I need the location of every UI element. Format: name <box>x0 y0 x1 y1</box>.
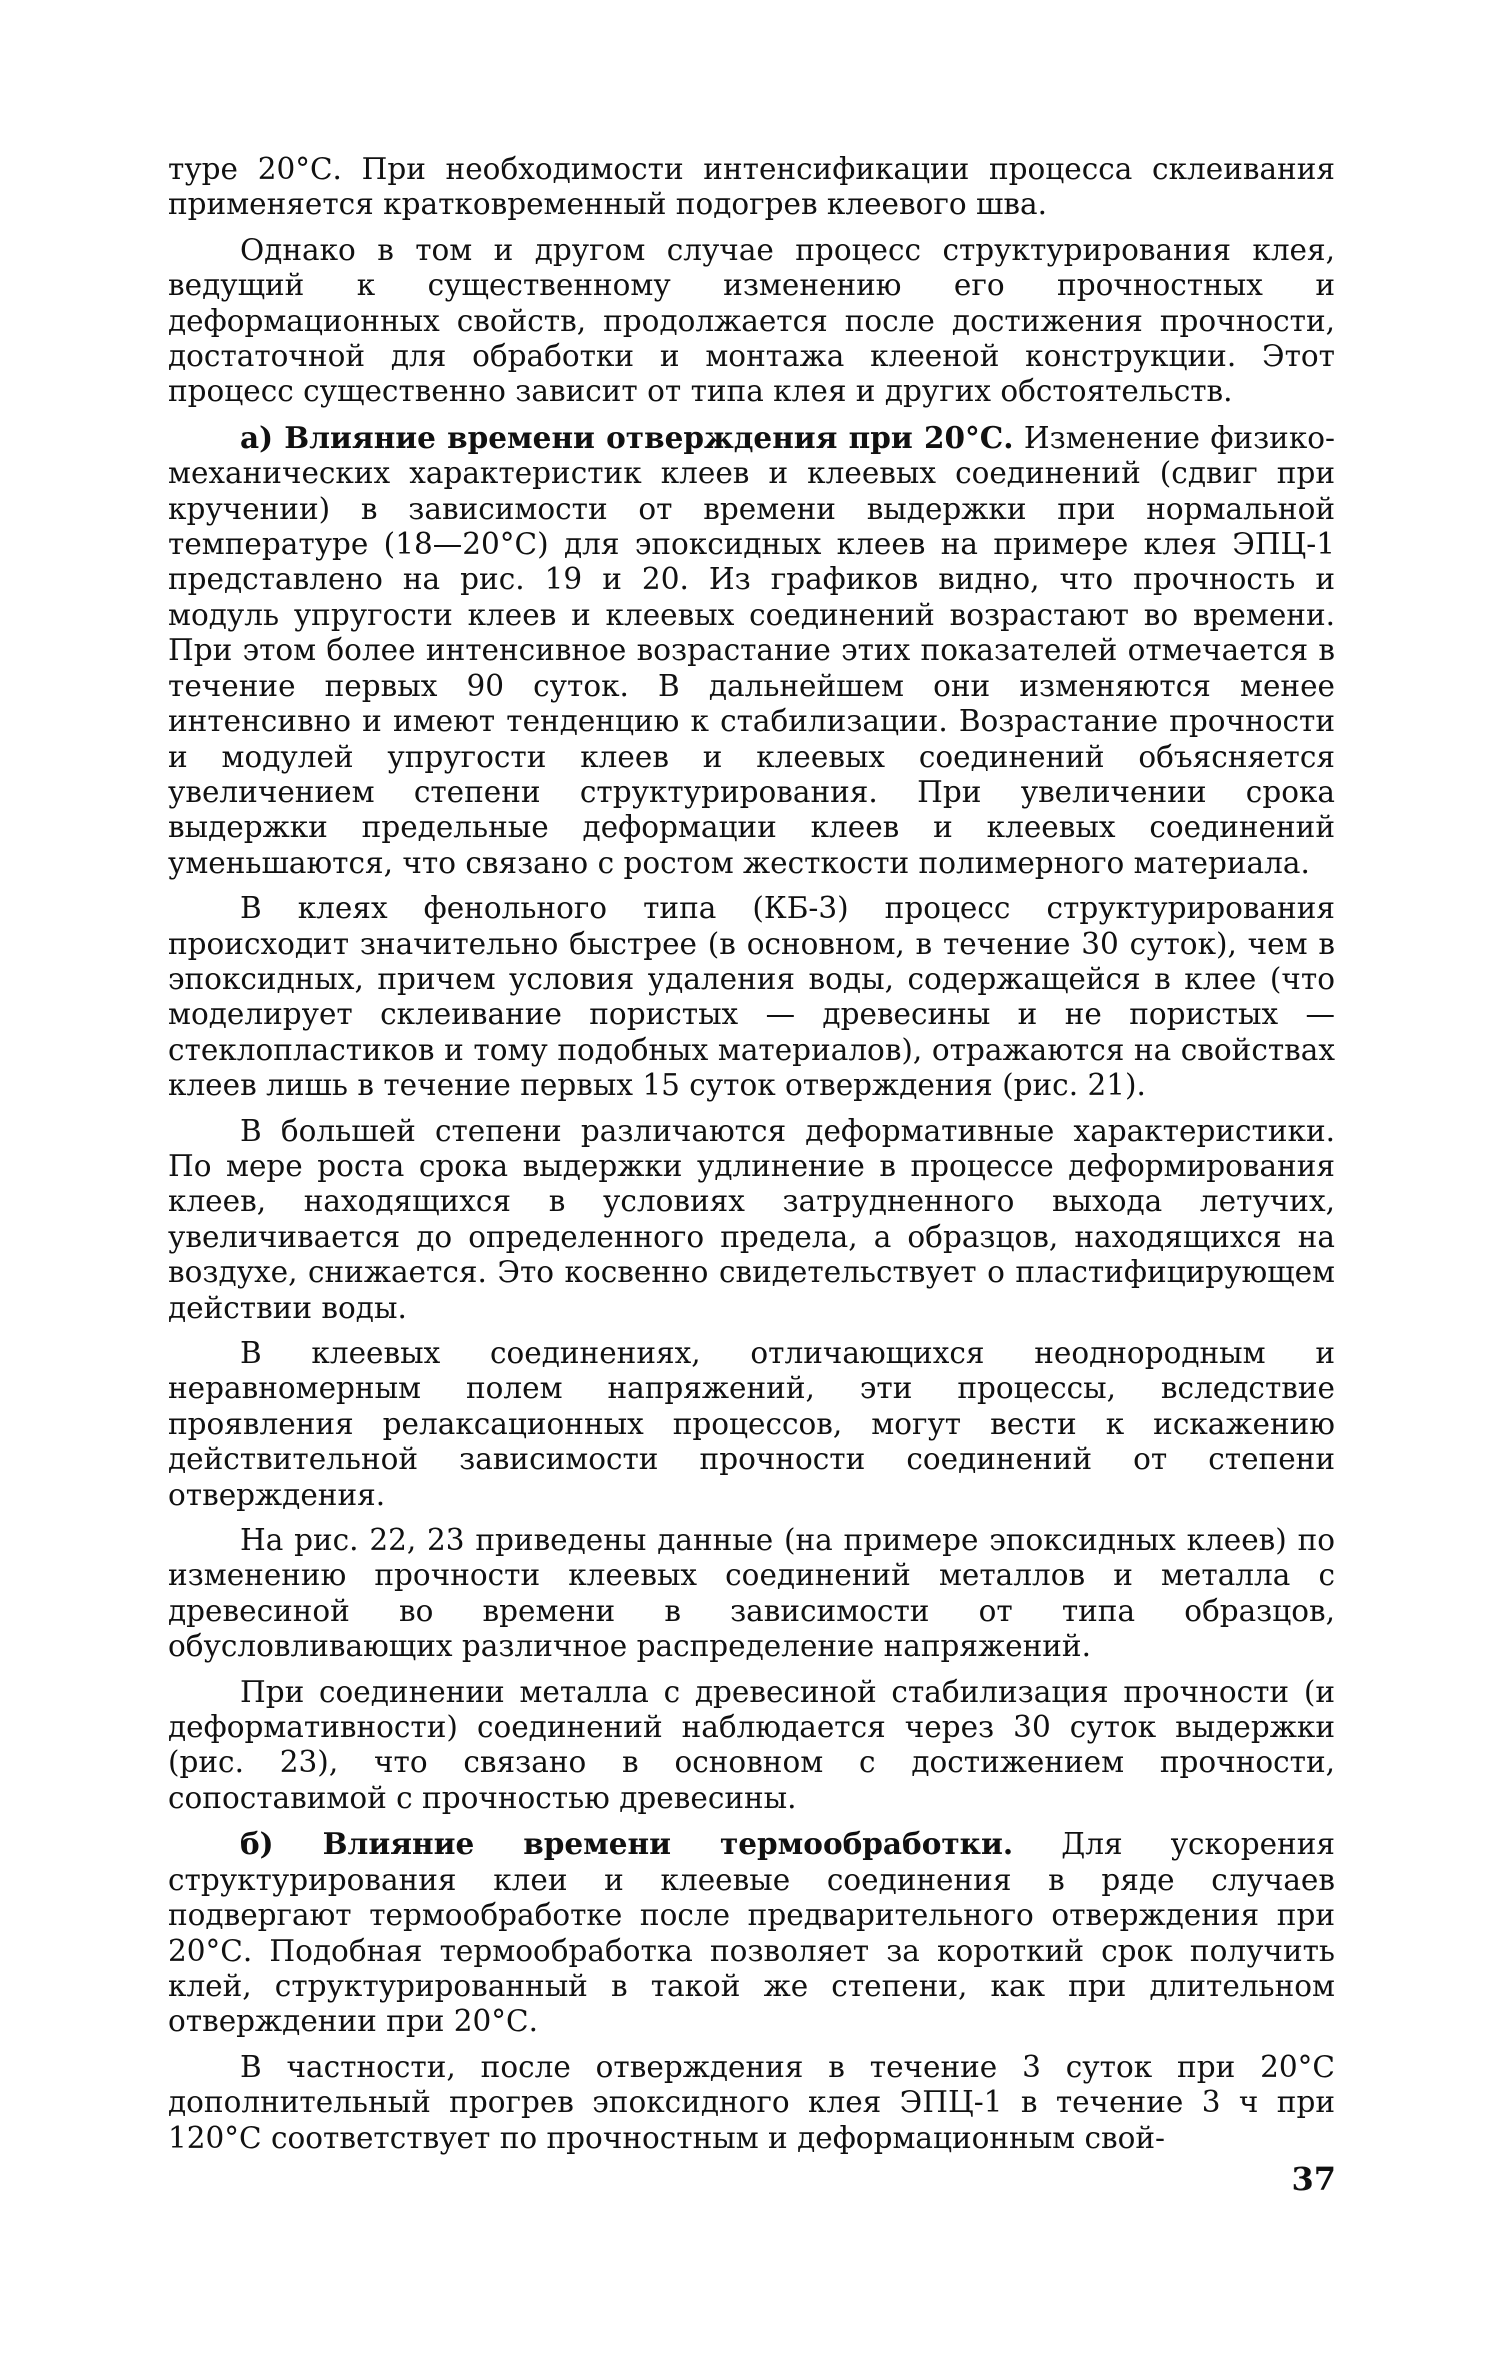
paragraph-1: туре 20°С. При необходимости интенсификации процесса склеивания применяется кратковременный подогрев клеевого шва. <box>168 152 1335 222</box>
paragraph-8: При соединении металла с древесиной стабилизация прочности (и деформативности) соединений наблюдается через 30 суток выдержки (рис. 23), что связано в основном с достижением прочности, сопоставимой с прочностью древесины. <box>168 1674 1335 1815</box>
paragraph-7: На рис. 22, 23 приведены данные (на примере эпоксидных клеев) по изменению прочности клеевых соединений металлов и металла с древесиной во времени в зависимости от типа образцов, обусловливающих различное распределение напряжений. <box>168 1523 1335 1664</box>
body-text <box>168 152 1335 2156</box>
paragraph-2: Однако в том и другом случае процесс структурирования клея, ведущий к существенному изменению его прочностных и деформационных свойств, продолжается после достижения прочности, достаточной для обработки и монтажа клееной конструкции. Этот процесс существенно зависит от типа клея и других обстоятельств. <box>168 232 1335 409</box>
paragraph-5: В большей степени различаются деформативные характеристики. По мере роста срока выдержки удлинение в процессе деформирования клеев, находящихся в условиях затрудненного выхода летучих, увеличивается до определенного предела, а образцов, находящихся на воздухе, снижается. Это косвенно свидетельствует о пластифицирующем действии воды. <box>168 1113 1335 1325</box>
paragraph-6: В клеевых соединениях, отличающихся неоднородным и неравномерным полем напряжений, эти процессы, вследствие проявления релаксационных процессов, могут вести к искажению действительной зависимости прочности соединений от степени отверждения. <box>168 1336 1335 1512</box>
paragraph-4: В клеях фенольного типа (КБ-3) процесс структурирования происходит значительно быстрее (в основном, в течение 30 суток), чем в эпоксидных, причем условия удаления воды, содержащейся в клее (что моделирует склеивание пористых — древесины и не пористых — стеклопластиков и тому подобных материалов), отражаются на свойствах клеев лишь в течение первых 15 суток отверждения (рис. 21). <box>168 891 1335 1103</box>
paragraph-3-section-a: а) Влияние времени отверждения при 20°С. Изменение физико-механических характеристик клеев и клеевых соединений (сдвиг при кручении) в зависимости от времени выдержки при нормальной температуре (18—20°С) для эпоксидных клеев на примере клея ЭПЦ-1 представлено на рис. 19 и 20. Из графиков видно, что прочность и модуль упругости клеев и клеевых соединений возрастают во времени. При этом более интенсивное возрастание этих показателей отмечается в течение первых 90 суток. В дальнейшем они изменяются менее интенсивно и имеют тенденцию к стабилизации. Возрастание прочности и модулей упругости клеев и клеевых соединений объясняется увеличением степени структурирования. При увеличении срока выдержки предельные деформации клеев и клеевых соединений уменьшаются, что связано с ростом жесткости полимерного материала. <box>168 419 1336 880</box>
paragraph-10: В частности, после отверждения в течение 3 суток при 20°С дополнительный прогрев эпоксидного клея ЭПЦ-1 в течение 3 ч при 120°С соответствует по прочностным и деформационным свой- <box>168 2049 1335 2155</box>
paragraph-9-section-b: б) Влияние времени термообработки. Для ускорения структурирования клеи и клеевые соединения в ряде случаев подвергают термообработке после предварительного отверждения при 20°С. Подобная термообработка позволяет за короткий срок получить клей, структурированный в такой же степени, как при длительном отверждении при 20°С. <box>168 1826 1335 2039</box>
page-number: 37 <box>1291 2160 1336 2198</box>
section-b-heading: б) Влияние времени термообработки. <box>240 1826 1014 1862</box>
section-a-heading: а) Влияние времени отверждения при 20°С. <box>240 419 1014 455</box>
